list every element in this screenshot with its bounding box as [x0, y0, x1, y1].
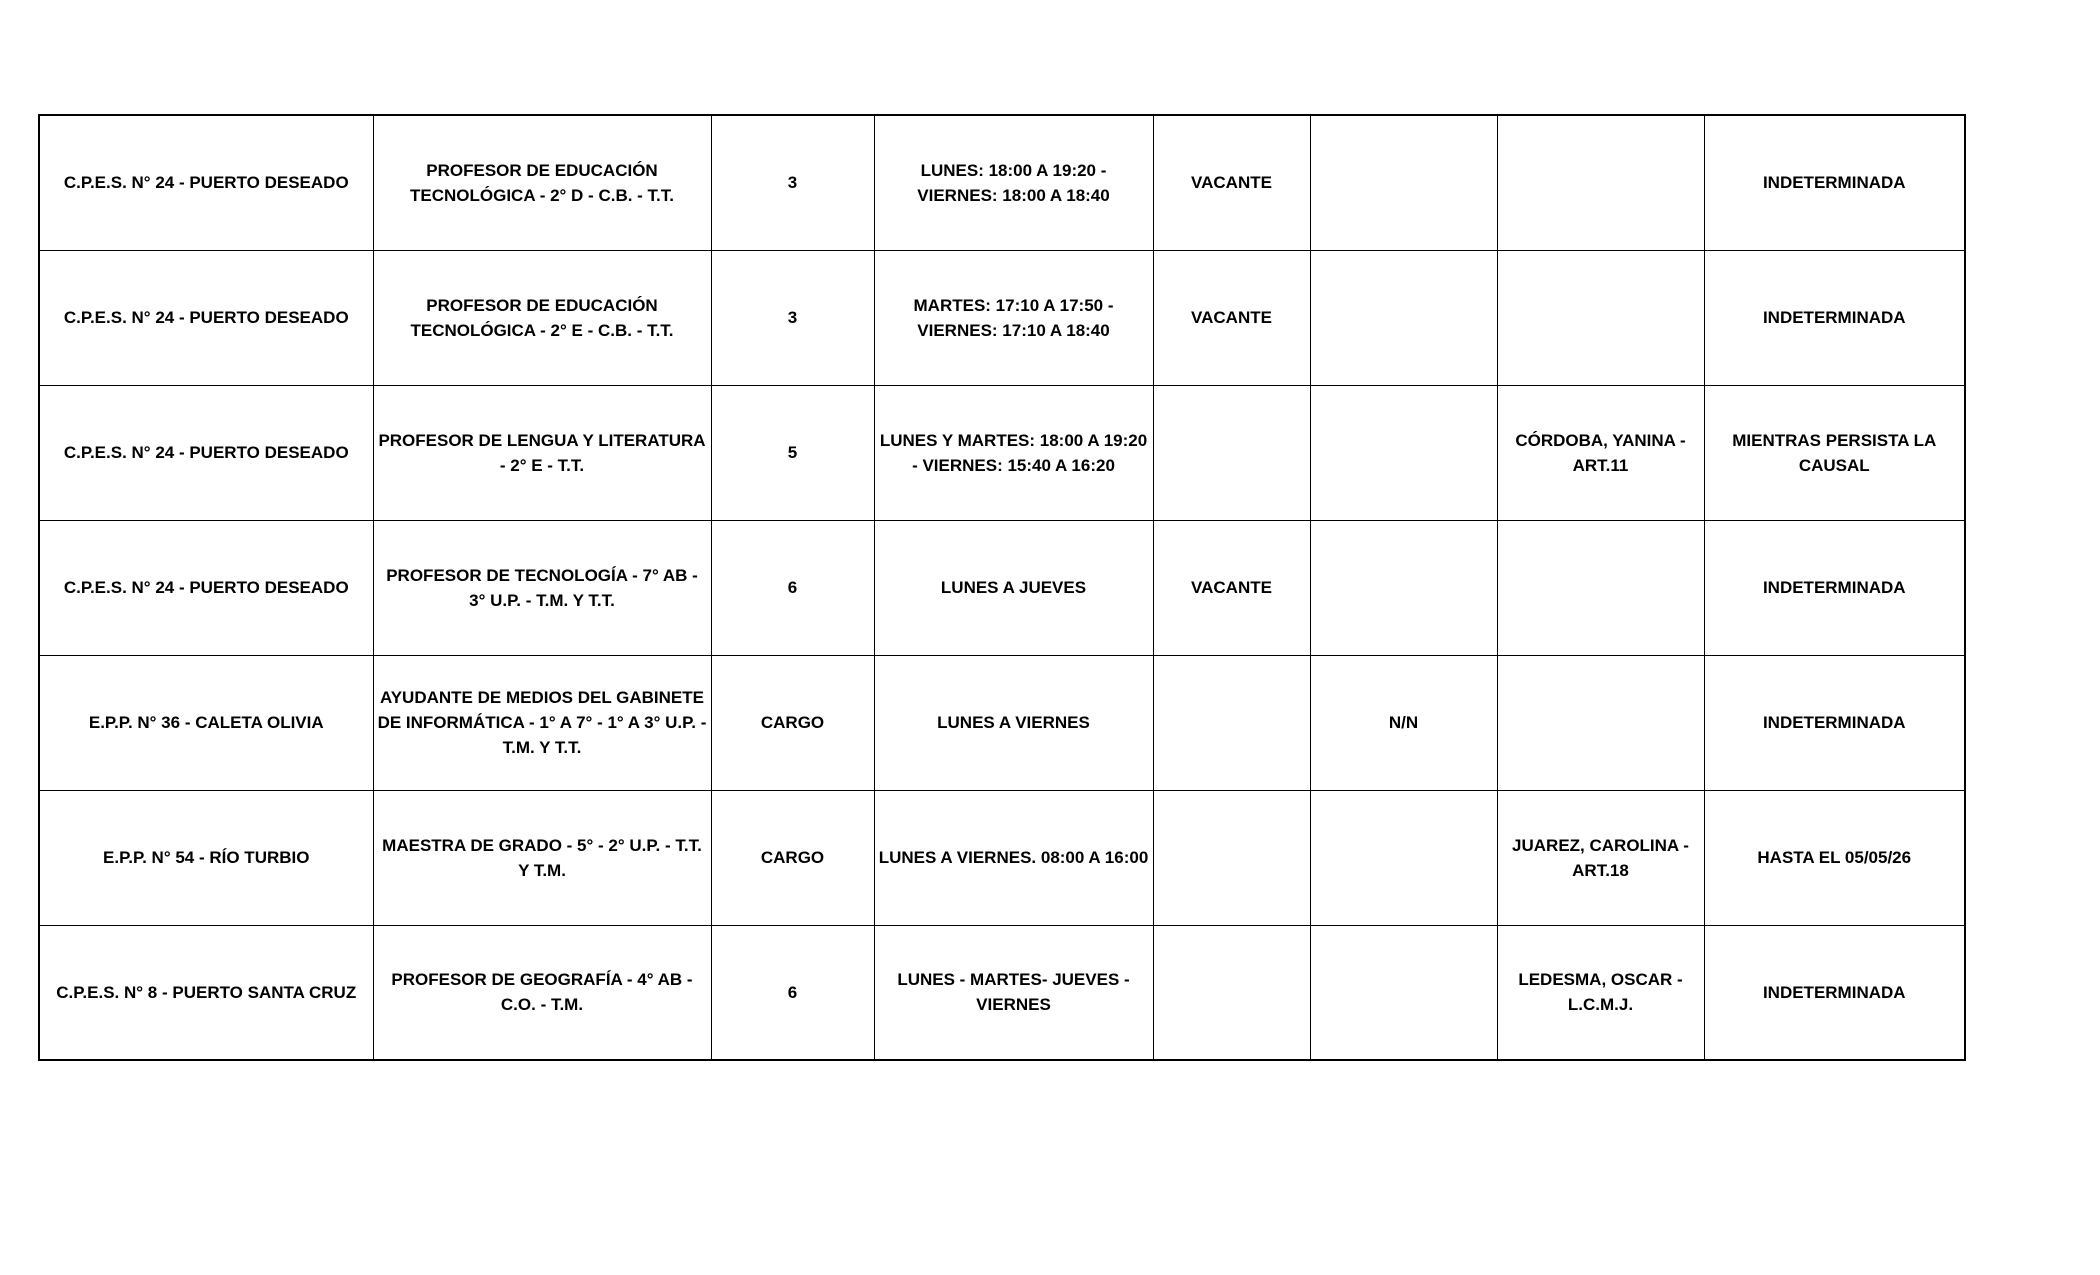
replacement-cell — [1497, 115, 1704, 250]
hours-cell: 3 — [711, 115, 874, 250]
schedule-cell: LUNES - MARTES- JUEVES - VIERNES — [874, 925, 1153, 1060]
schedule-cell: LUNES A VIERNES — [874, 655, 1153, 790]
school-cell: E.P.P. N° 36 - CALETA OLIVIA — [39, 655, 373, 790]
position-cell: PROFESOR DE EDUCACIÓN TECNOLÓGICA - 2° D - C.B. - T.T. — [373, 115, 711, 250]
school-cell: E.P.P. N° 54 - RÍO TURBIO — [39, 790, 373, 925]
position-cell: PROFESOR DE EDUCACIÓN TECNOLÓGICA - 2° E - C.B. - T.T. — [373, 250, 711, 385]
holder-cell — [1310, 925, 1497, 1060]
school-cell: C.P.E.S. N° 8 - PUERTO SANTA CRUZ — [39, 925, 373, 1060]
table-row — [39, 250, 1965, 385]
duration-cell: HASTA EL 05/05/26 — [1704, 790, 1965, 925]
duration-cell: MIENTRAS PERSISTA LA CAUSAL — [1704, 385, 1965, 520]
status-cell — [1153, 925, 1310, 1060]
holder-cell — [1310, 520, 1497, 655]
duration-cell: INDETERMINADA — [1704, 250, 1965, 385]
holder-cell — [1310, 250, 1497, 385]
status-cell — [1153, 385, 1310, 520]
status-cell: VACANTE — [1153, 115, 1310, 250]
holder-cell: N/N — [1310, 655, 1497, 790]
schedule-cell: LUNES A JUEVES — [874, 520, 1153, 655]
replacement-cell — [1497, 655, 1704, 790]
table-row — [39, 925, 1965, 1060]
schedule-cell: LUNES Y MARTES: 18:00 A 19:20 - VIERNES: 15:40 A 16:20 — [874, 385, 1153, 520]
holder-cell — [1310, 385, 1497, 520]
holder-cell — [1310, 115, 1497, 250]
duration-cell: INDETERMINADA — [1704, 925, 1965, 1060]
hours-cell: CARGO — [711, 655, 874, 790]
replacement-cell: CÓRDOBA, YANINA - ART.11 — [1497, 385, 1704, 520]
replacement-cell — [1497, 520, 1704, 655]
table-row — [39, 520, 1965, 655]
hours-cell: 6 — [711, 520, 874, 655]
status-cell — [1153, 790, 1310, 925]
position-cell: AYUDANTE DE MEDIOS DEL GABINETE DE INFORMÁTICA - 1° A 7° - 1° A 3° U.P. - T.M. Y T.T. — [373, 655, 711, 790]
duration-cell: INDETERMINADA — [1704, 655, 1965, 790]
school-cell: C.P.E.S. N° 24 - PUERTO DESEADO — [39, 385, 373, 520]
position-cell: PROFESOR DE LENGUA Y LITERATURA - 2° E - T.T. — [373, 385, 711, 520]
schedule-cell: LUNES A VIERNES. 08:00 A 16:00 — [874, 790, 1153, 925]
position-cell: PROFESOR DE GEOGRAFÍA - 4° AB - C.O. - T.M. — [373, 925, 711, 1060]
status-cell — [1153, 655, 1310, 790]
school-cell: C.P.E.S. N° 24 - PUERTO DESEADO — [39, 115, 373, 250]
replacement-cell — [1497, 250, 1704, 385]
hours-cell: CARGO — [711, 790, 874, 925]
school-cell: C.P.E.S. N° 24 - PUERTO DESEADO — [39, 250, 373, 385]
holder-cell — [1310, 790, 1497, 925]
replacement-cell: JUAREZ, CAROLINA - ART.18 — [1497, 790, 1704, 925]
table-row — [39, 115, 1965, 250]
position-cell: PROFESOR DE TECNOLOGÍA - 7° AB - 3° U.P. - T.M. Y T.T. — [373, 520, 711, 655]
school-cell: C.P.E.S. N° 24 - PUERTO DESEADO — [39, 520, 373, 655]
hours-cell: 6 — [711, 925, 874, 1060]
replacement-cell: LEDESMA, OSCAR - L.C.M.J. — [1497, 925, 1704, 1060]
schedule-cell: MARTES: 17:10 A 17:50 - VIERNES: 17:10 A 18:40 — [874, 250, 1153, 385]
table-row — [39, 655, 1965, 790]
position-cell: MAESTRA DE GRADO - 5° - 2° U.P. - T.T. Y T.M. — [373, 790, 711, 925]
status-cell: VACANTE — [1153, 520, 1310, 655]
table-row — [39, 385, 1965, 520]
vacancy-table — [38, 114, 1966, 1061]
hours-cell: 5 — [711, 385, 874, 520]
duration-cell: INDETERMINADA — [1704, 115, 1965, 250]
table-row — [39, 790, 1965, 925]
schedule-cell: LUNES: 18:00 A 19:20 - VIERNES: 18:00 A 18:40 — [874, 115, 1153, 250]
status-cell: VACANTE — [1153, 250, 1310, 385]
duration-cell: INDETERMINADA — [1704, 520, 1965, 655]
hours-cell: 3 — [711, 250, 874, 385]
table-body — [39, 115, 1965, 1060]
